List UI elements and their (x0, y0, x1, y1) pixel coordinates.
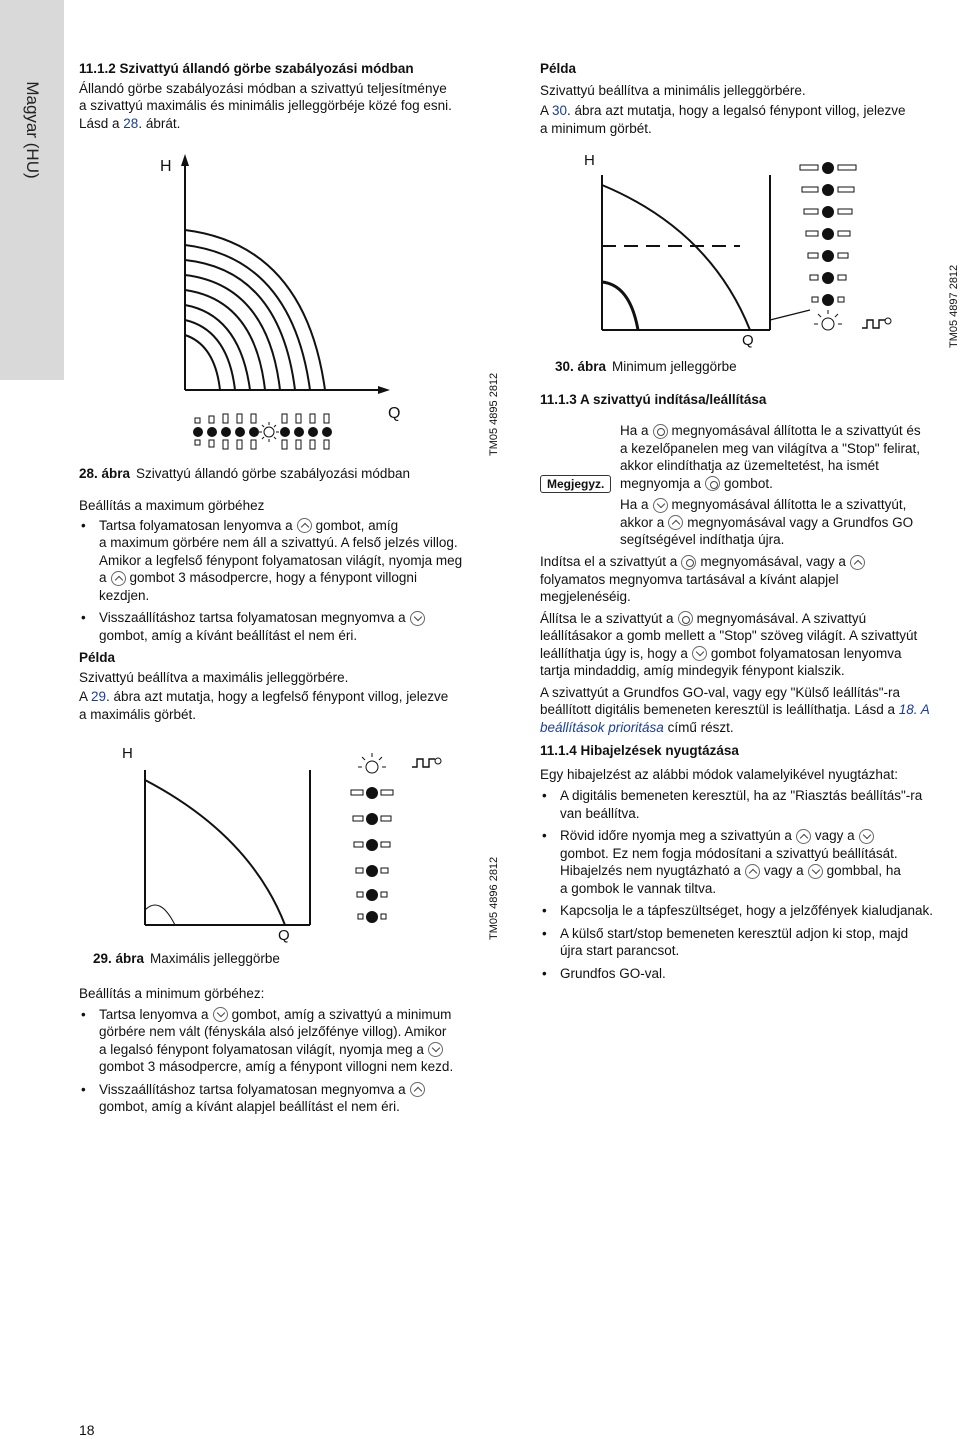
down-button-icon (428, 1042, 443, 1057)
onoff-button-icon (678, 611, 693, 626)
fig29-caption: 29. ábra Maximális jelleggörbe (93, 951, 280, 966)
heading-1112: 11.1.2 Szivattyú állandó görbe szabályozási módban (79, 61, 414, 76)
fig28-caption: 28. ábra Szivattyú állandó görbe szabályozási módban (79, 466, 410, 481)
example-line: Szivattyú beállítva a maximális jelleggörbére. (79, 669, 349, 685)
pulse-icon (412, 759, 435, 767)
setmin-title: Beállítás a minimum görbéhez: (79, 986, 265, 1001)
set-min-section (79, 985, 489, 1121)
intro-line: a szivattyú maximális és minimális jelleggörbéje közé fog esni. (79, 98, 452, 113)
down-button-icon (859, 829, 874, 844)
min-curve (602, 282, 638, 330)
fig30-tag: TM05 4897 2812 (948, 264, 960, 348)
note-text: Ha a megnyomásával állította le a szivattyút és a kezelőpanelen meg van világítva a "Stop" felirat, akkor elindíthatja az üzemeltetést, ha ismét megnyomja a gombot. Ha a megnyomásával állította le a szivattyút, akkor a megnyomásával vagy a Grundfos GO segítségével indíthatja újra. (620, 423, 921, 547)
fig29-link[interactable]: 29 (91, 689, 107, 704)
fig28-indicator-leds (193, 414, 332, 449)
max-curve (602, 185, 750, 330)
note-label: Megjegyz. (540, 475, 611, 493)
curve (185, 230, 325, 390)
example-line: a maximális görbét. (79, 706, 197, 722)
min-curve (145, 905, 175, 925)
list-item: • Tartsa lenyomva a gombot, amíg a szivattyú a minimum görbére nem vált (fényskála alsó jelzőfénye villog). Amikor a legalsó fénypont folyamatosan világít, nyomja meg a gombot 3 másodpercre, amíg a fénypont villogni nem kezd. (79, 1006, 489, 1076)
list-item: • Visszaállításhoz tartsa folyamatosan megnyomva a gombot, amíg a kívánt beállítást el nem éri. (79, 609, 489, 644)
curve (185, 260, 295, 390)
fig30-caption: 30. ábra Minimum jelleggörbe (555, 359, 737, 374)
fig30-h-label: H (584, 152, 595, 169)
up-button-icon (297, 518, 312, 533)
onoff-button-icon (705, 476, 720, 491)
onoff-button-icon (681, 555, 696, 570)
language-label: Magyar (HU) (23, 81, 42, 179)
intro-section (79, 60, 479, 132)
fig28-q-label: Q (388, 405, 401, 422)
ack-section: 11.1.4 Hibajelzések nyugtázása Egy hibajelzést az alábbi módok valamelyikével nyugtázhat: • A digitális bemeneten keresztül, ha az "Riasztás beállítás"-ra van beállítva. • Rövid időre nyomja meg a szivattyún a vagy a gombot. Ez nem fogja módosítani a szivattyú beállítását. Hibajelzés nem nyugtázható a vagy a gombbal, ha a gombok le vannak tiltva. • Kapcsolja le a tápfeszültséget, hogy a jelzőfények kialudjanak. • A külső start/stop bemeneten keresztül adjon ki stop, majd újra start parancsot. • Grundfos GO-val. (540, 742, 960, 987)
up-button-icon (850, 555, 865, 570)
up-button-icon (410, 1082, 425, 1097)
example-line: A 30. ábra azt mutatja, hogy a legalsó fénypont villog, jelezve (540, 103, 906, 118)
fig30-indicator-leds (800, 162, 891, 330)
up-button-icon (745, 864, 760, 879)
sun-icon (822, 318, 834, 330)
fig30-diagram (580, 150, 920, 340)
example-line: Szivattyú beállítva a minimális jelleggörbére. (540, 82, 806, 98)
example-title: Példa (79, 650, 116, 665)
up-button-icon (796, 829, 811, 844)
list-item: • Visszaállításhoz tartsa folyamatosan megnyomva a gombot, amíg a kívánt alapjel beállítást el nem éri. (79, 1081, 489, 1116)
note-badge (540, 475, 611, 493)
right-example-section (540, 60, 950, 137)
section-18-link[interactable]: 18. A (898, 702, 930, 717)
example-line: A 29. ábra azt mutatja, hogy a legfelső fénypont villog, jelezve (79, 689, 449, 704)
setmax-title: Beállítás a maximum görbéhez (79, 498, 265, 513)
pulse-icon (862, 320, 885, 328)
fig30-link[interactable]: 30 (552, 103, 568, 118)
indicator-pointer (770, 310, 810, 320)
set-max-section (79, 497, 489, 723)
start-stop-section: Indítsa el a szivattyút a megnyomásával, vagy a folyamatos megnyomva tartásával a kívánt alapjel megjelenéséig. Állítsa le a szivattyút a megnyomásával. A szivattyú leállításakor a gomb mellett a "Stop" szöveg világít. A szivattyút leállíthatja úgy is, hogy a gombot folyamatosan lenyomva tartja mindaddig, amíg mindegyik fénypont kialszik. A szivattyút a Grundfos GO-val, vagy egy "Külső leállítás"-ra beállított digitális bemeneten keresztül is leállíthatja. Lásd a 18. A beállítások prioritása című részt. (540, 554, 930, 735)
intro-line: Állandó görbe szabályozási módban a szivattyú teljesítménye (79, 80, 447, 96)
up-button-icon (111, 571, 126, 586)
page-number: 18 (79, 1422, 95, 1438)
priority-link[interactable]: beállítások prioritása (540, 719, 664, 735)
curve (185, 335, 220, 390)
fig29-h-label: H (122, 745, 133, 762)
down-button-icon (653, 498, 668, 513)
list-item: • Tartsa folyamatosan lenyomva a gombot, amíg a maximum görbére nem áll a szivattyú. A felső jelzés villog. Amikor a legfelső fénypont folyamatosan világít, nyomja meg a gombot 3 másodpercre, hogy a fénypont villogni kezdjen. (79, 517, 489, 605)
fig28-tag: TM05 4895 2812 (488, 372, 500, 456)
list-item: • A külső start/stop bemeneten keresztül adjon ki stop, majd újra start parancsot. (540, 925, 960, 960)
max-curve (145, 780, 285, 925)
example-line: a minimum görbét. (540, 120, 652, 136)
fig28-link[interactable]: 28 (123, 115, 139, 131)
down-button-icon (808, 864, 823, 879)
heading-1113: 11.1.3 A szivattyú indítása/leállítása (540, 392, 767, 407)
list-item: • A digitális bemeneten keresztül, ha az "Riasztás beállítás"-ra van beállítva. (540, 787, 960, 822)
fig30-q-label: Q (742, 332, 754, 349)
fig29-diagram (120, 745, 460, 940)
down-button-icon (410, 611, 425, 626)
onoff-button-icon (653, 424, 668, 439)
down-button-icon (213, 1007, 228, 1022)
sun-icon (264, 427, 274, 437)
up-button-icon (668, 515, 683, 530)
fig29-q-label: Q (278, 927, 290, 944)
language-sidebar (0, 0, 64, 380)
down-button-icon (692, 646, 707, 661)
fig29-indicator-leds (351, 753, 441, 923)
example-title: Példa (540, 61, 577, 76)
intro-line: Lásd a 28. ábrát. (79, 115, 181, 131)
list-item: • Rövid időre nyomja meg a szivattyún a vagy a gombot. Ez nem fogja módosítani a szivattyú beállítását. Hibajelzés nem nyugtázható a vagy a gombbal, ha a gombok le vannak tiltva. (540, 827, 960, 897)
fig28-h-label: H (160, 158, 172, 175)
heading-1114: 11.1.4 Hibajelzések nyugtázása (540, 743, 739, 758)
list-item: • Kapcsolja le a tápfeszültséget, hogy a jelzőfények kialudjanak. (540, 902, 960, 920)
fig29-tag: TM05 4896 2812 (488, 856, 500, 940)
list-item: • Grundfos GO-val. (540, 965, 960, 983)
